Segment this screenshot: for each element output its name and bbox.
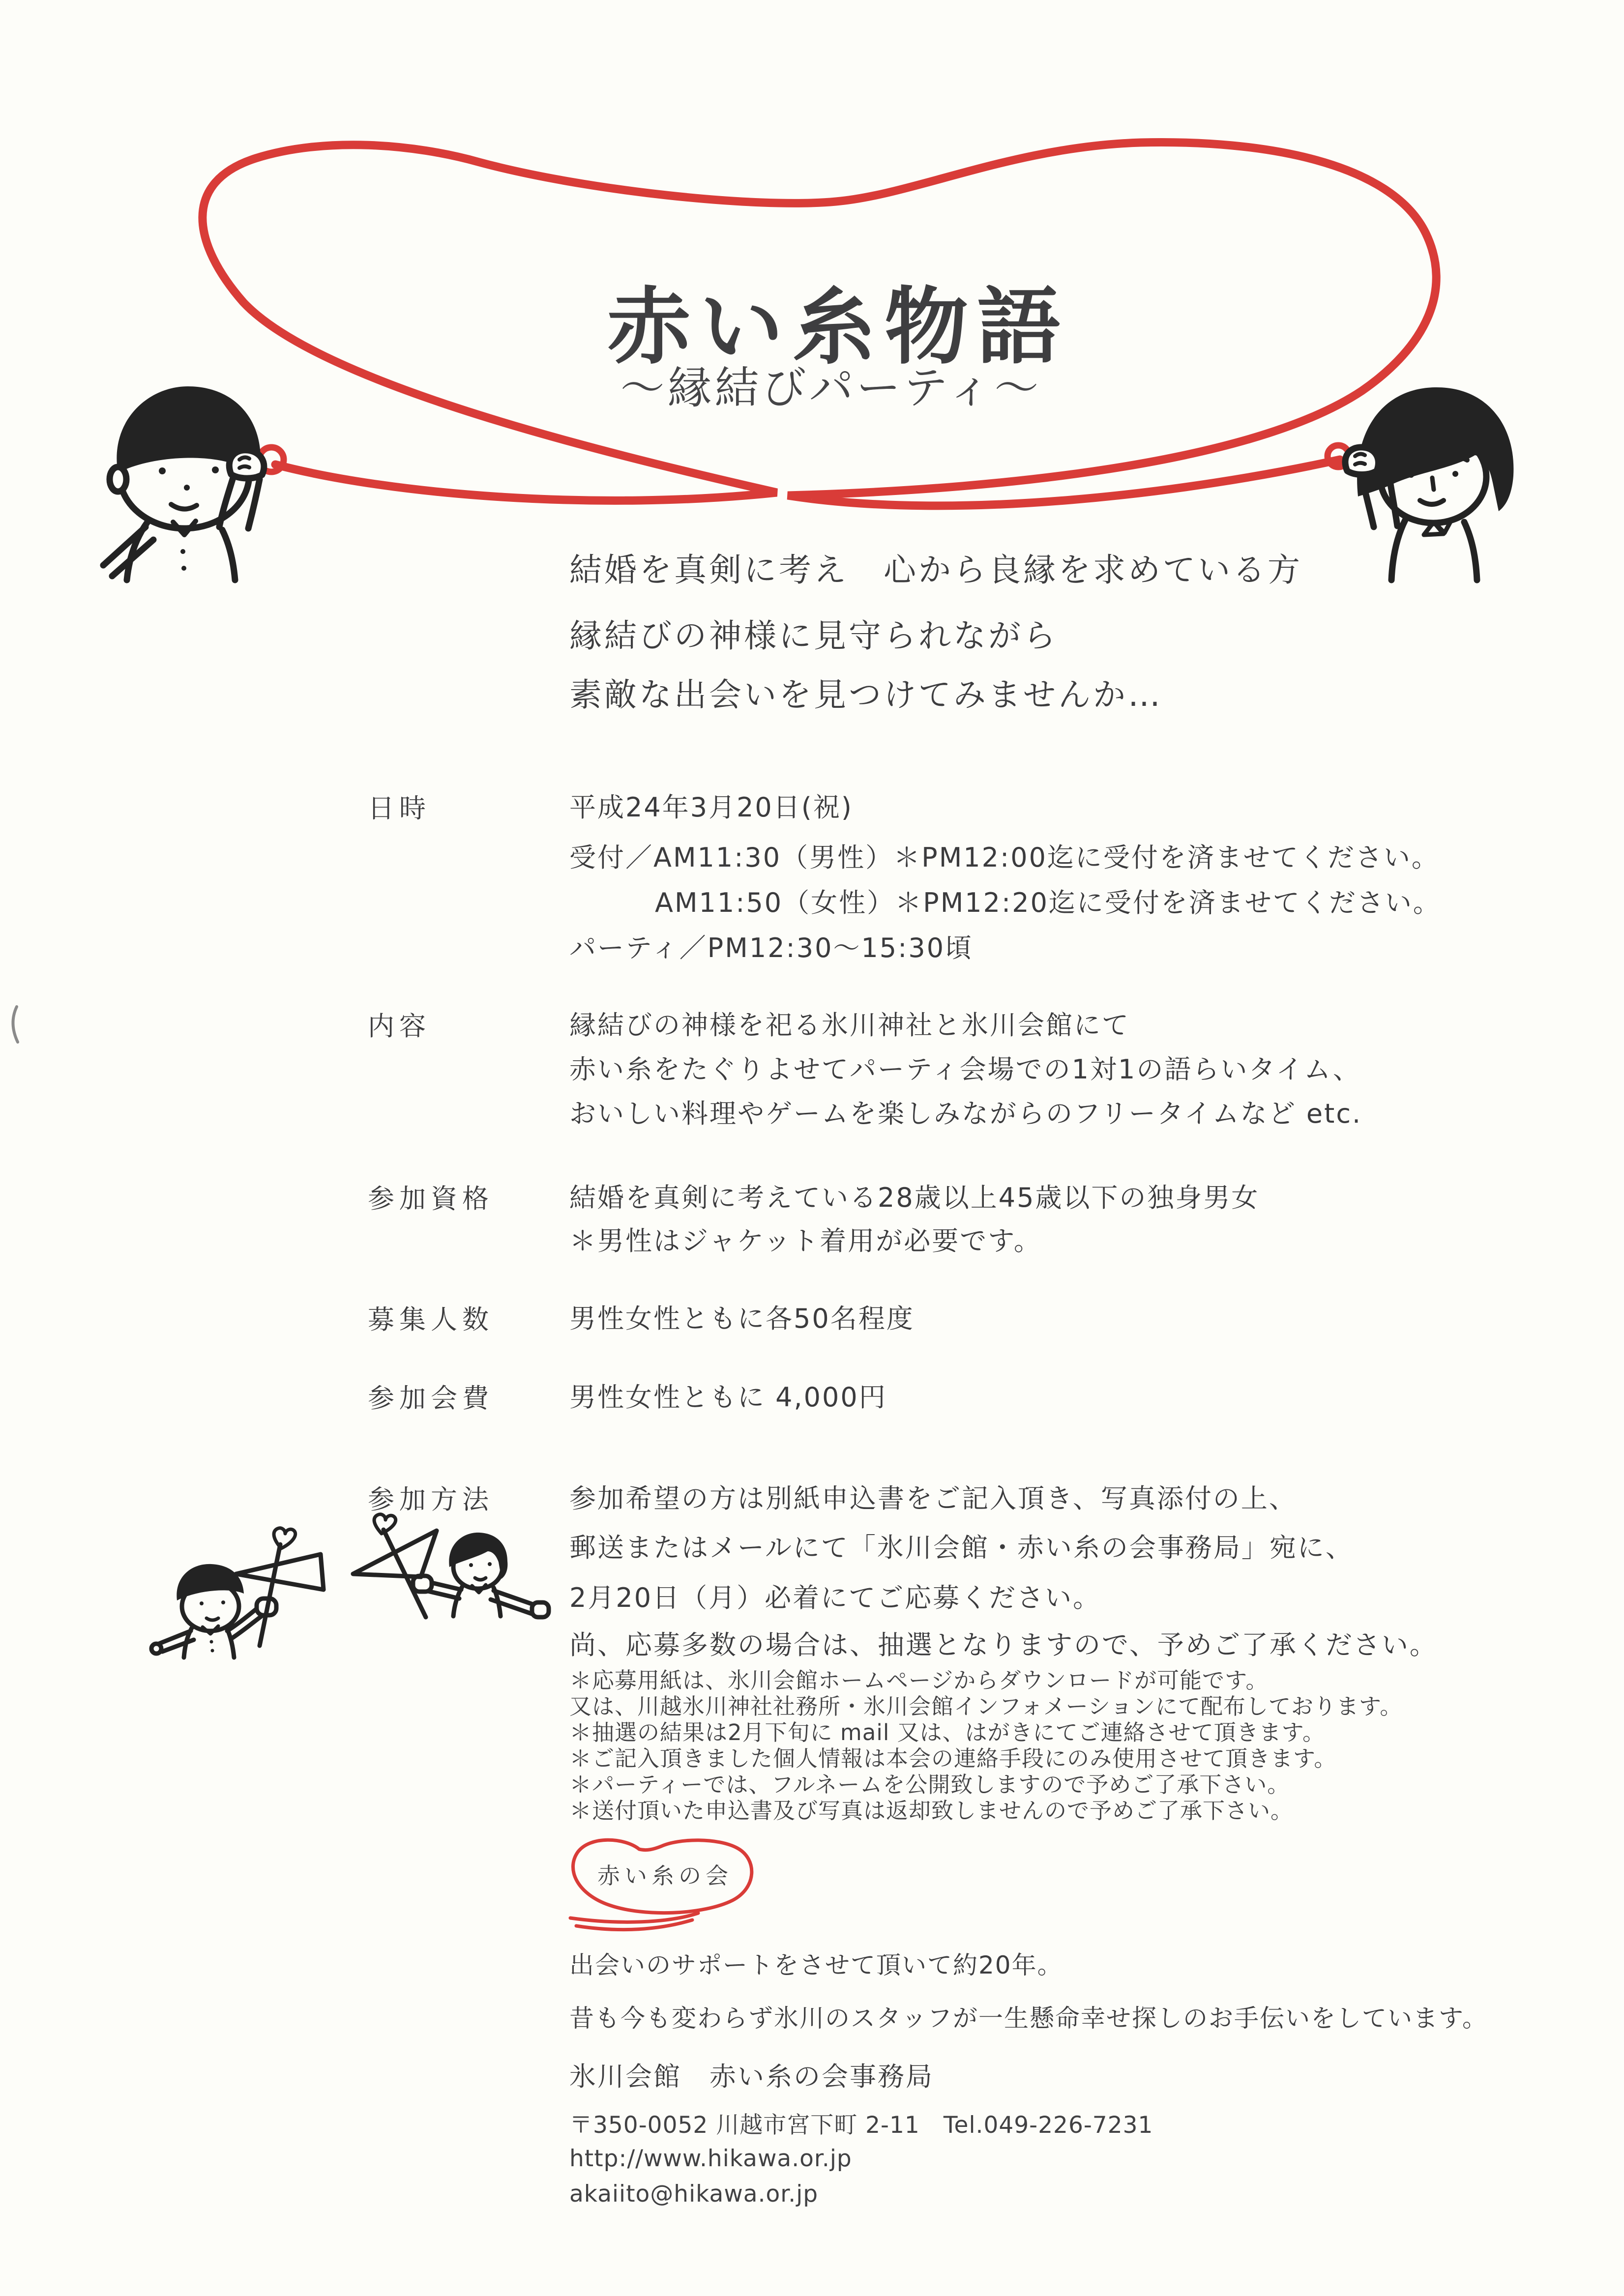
- reception-men-line: 受付／AM11:30（男性）＊PM12:00迄に受付を済ませてください。: [569, 842, 1440, 873]
- capacity-line: 男性女性ともに各50名程度: [569, 1303, 915, 1334]
- footer-email: akaiito@hikawa.or.jp: [569, 2180, 819, 2208]
- note-line: ＊送付頂いた申込書及び写真は返却致しませんので予めご了承下さい。: [569, 1798, 1294, 1824]
- section-label-capacity: 募集人数: [368, 1304, 494, 1335]
- club-badge: [551, 1829, 787, 1942]
- apply-line: 尚、応募多数の場合は、抽選となりますので、予めご了承ください。: [569, 1629, 1438, 1660]
- footer-url: http://www.hikawa.or.jp: [569, 2145, 852, 2172]
- kids-with-heart-nets-illustration: [128, 1504, 570, 1671]
- note-line: 又は、川越氷川神社社務所・氷川会館インフォメーションにて配布しております。: [569, 1693, 1403, 1719]
- section-label-how-to-apply: 参加方法: [368, 1484, 494, 1515]
- content-line: 縁結びの神様を祀る氷川神社と氷川会館にて: [569, 1010, 1130, 1041]
- badge-label: 赤い糸の会: [597, 1862, 733, 1889]
- date-line: 平成24年3月20日(祝): [569, 792, 853, 823]
- kid-boy-illustration: [151, 1528, 324, 1657]
- intro-line: 縁結びの神様に見守られながら: [569, 617, 1058, 655]
- about-line: 出会いのサポートをさせて頂いて約20年。: [569, 1951, 1063, 1979]
- page-subtitle: ～縁結びパーティ～: [620, 362, 1042, 414]
- apply-line: 参加希望の方は別紙申込書をご記入頂き、写真添付の上、: [569, 1483, 1297, 1514]
- section-label-date: 日時: [368, 793, 431, 824]
- apply-line: 郵送またはメールにて「氷川会館・赤い糸の会事務局」宛に、: [569, 1532, 1354, 1563]
- content-line: おいしい料理やゲームを楽しみながらのフリータイムなど etc.: [569, 1098, 1362, 1129]
- intro-line: 結婚を真剣に考え 心から良縁を求めている方: [569, 551, 1302, 589]
- note-line: ＊抽選の結果は2月下旬に mail 又は、はがきにてご連絡させて頂きます。: [569, 1719, 1326, 1745]
- scan-artifact: [0, 998, 39, 1067]
- about-line: 昔も今も変わらず氷川のスタッフが一生懸命幸せ探しのお手伝いをしています。: [569, 2004, 1488, 2033]
- party-time-line: パーティ／PM12:30～15:30頃: [569, 932, 974, 963]
- eligibility-note-line: ＊男性はジャケット着用が必要です。: [569, 1225, 1042, 1256]
- note-line: ＊ご記入頂きました個人情報は本会の連絡手段にのみ使用させて頂きます。: [569, 1745, 1337, 1772]
- section-label-eligibility: 参加資格: [368, 1183, 494, 1214]
- intro-line: 素敵な出会いを見つけてみませんか…: [569, 676, 1163, 714]
- boy-illustration: [103, 386, 264, 580]
- eligibility-line: 結婚を真剣に考えている28歳以上45歳以下の独身男女: [569, 1182, 1260, 1213]
- content-line: 赤い糸をたぐりよせてパーティ会場での1対1の語らいタイム、: [569, 1054, 1361, 1085]
- section-label-content: 内容: [368, 1011, 431, 1042]
- fee-line: 男性女性ともに 4,000円: [569, 1382, 887, 1413]
- kid-girl-illustration: [353, 1514, 549, 1617]
- note-line: ＊パーティーでは、フルネームを公開致しますので予めご了承下さい。: [569, 1772, 1290, 1798]
- girl-illustration: [1345, 387, 1513, 580]
- reception-women-line: AM11:50（女性）＊PM12:20迄に受付を済ませてください。: [655, 887, 1441, 918]
- apply-line: 2月20日（月）必着にてご応募ください。: [569, 1582, 1101, 1613]
- note-line: ＊応募用紙は、氷川会館ホームページからダウンロードが可能です。: [569, 1667, 1269, 1693]
- page-title: 赤い糸物語: [607, 278, 1069, 376]
- footer-address: 〒350-0052 川越市宮下町 2-11 Tel.049-226-7231: [569, 2112, 1153, 2139]
- section-label-fee: 参加会費: [368, 1383, 494, 1414]
- footer-office-name: 氷川会館 赤い糸の会事務局: [569, 2061, 934, 2092]
